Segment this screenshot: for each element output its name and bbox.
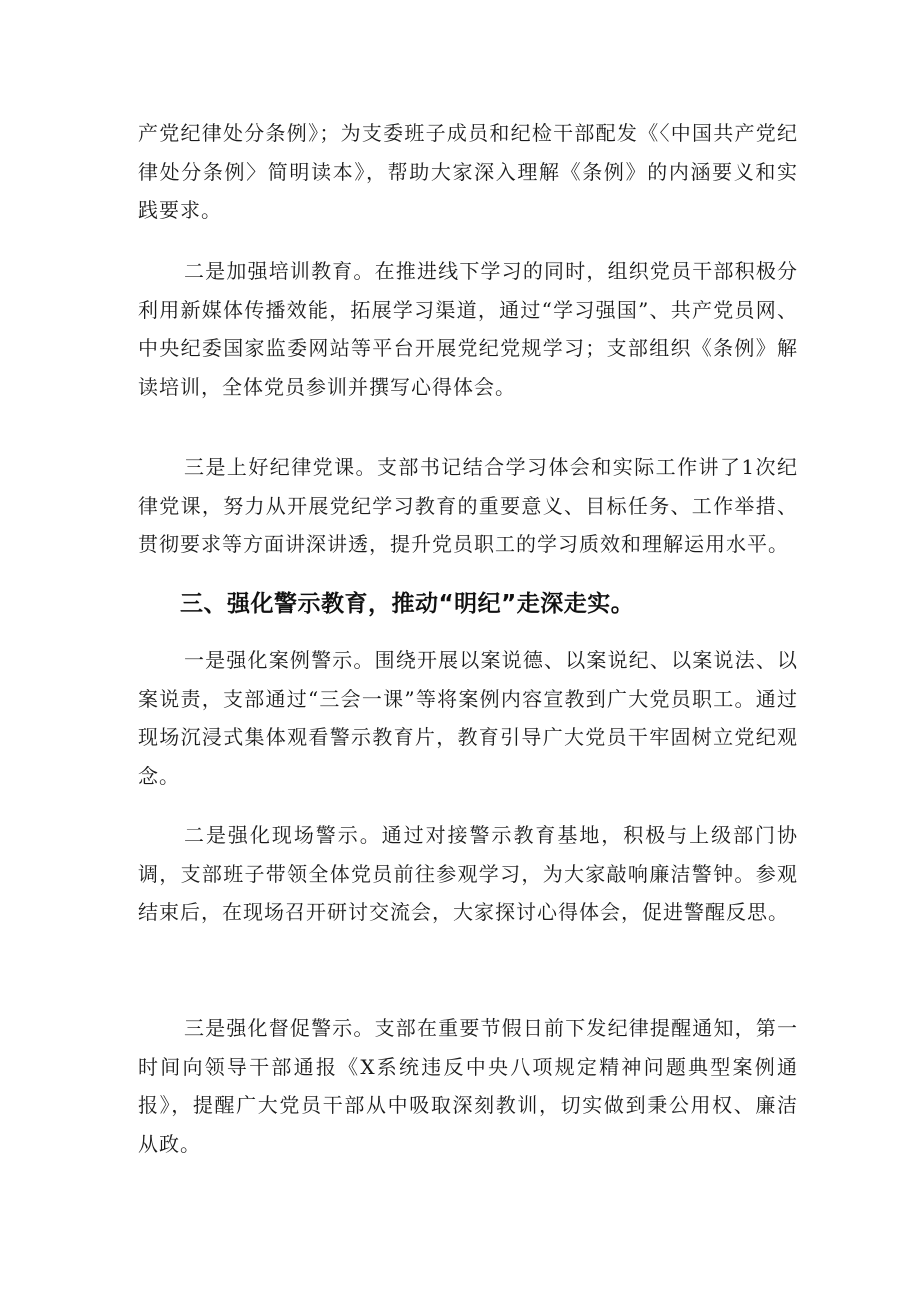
- paragraph-training-education: 二是加强培训教育。在推进线下学习的同时，组织党员干部积极分利用新媒体传播效能，拓展学习渠道，通过“学习强国”、共产党员网、中央纪委国家监委网站等平台开展党纪党规学习；支部组织《条例》解读培训，全体党员参训并撰写心得体会。: [138, 259, 798, 400]
- paragraph-onsite-warning: 二是强化现场警示。通过对接警示教育基地，积极与上级部门协调，支部班子带领全体党员前往参观学习，为大家敲响廉洁警钟。参观结束后，在现场召开研讨交流会，大家探讨心得体会，促进警醒反思。: [138, 823, 798, 925]
- paragraph-supervision-warning: 三是强化督促警示。支部在重要节假日前下发纪律提醒通知，第一时间向领导干部通报《X系统违反中央八项规定精神问题典型案例通报》，提醒广大党员干部从中吸取深刻教训，切实做到秉公用权、廉洁从政。: [138, 1016, 798, 1157]
- paragraph-continuation: 产党纪律处分条例》；为支委班子成员和纪检干部配发《〈中国共产党纪律处分条例〉简明读本》，帮助大家深入理解《条例》的内涵要义和实践要求。: [138, 121, 798, 223]
- paragraph-case-warning: 一是强化案例警示。围绕开展以案说德、以案说纪、以案说法、以案说责，支部通过“三会一课”等将案例内容宣教到广大党员职工。通过现场沉浸式集体观看警示教育片，教育引导广大党员干牢固树立党纪观念。: [138, 648, 798, 789]
- paragraph-discipline-lecture: 三是上好纪律党课。支部书记结合学习体会和实际工作讲了1次纪律党课，努力从开展党纪学习教育的重要意义、目标任务、工作举措、贯彻要求等方面讲深讲透，提升党员职工的学习质效和理解运用水平。: [138, 455, 798, 557]
- section-heading-warning-education: 三、强化警示教育，推动“明纪”走深走实。: [180, 591, 635, 617]
